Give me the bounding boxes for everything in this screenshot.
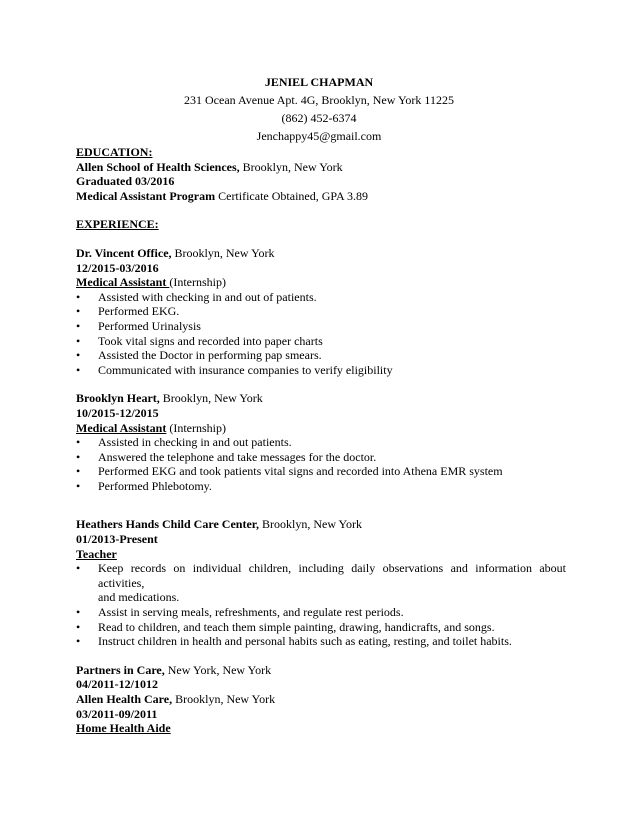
email: Jenchappy45@gmail.com xyxy=(256,129,382,143)
job5-role: Home Health Aide xyxy=(76,721,171,736)
spacer xyxy=(76,377,566,391)
job3-employer: Heathers Hands Child Care Center, xyxy=(76,517,259,532)
spacer xyxy=(76,649,566,663)
spacer xyxy=(76,203,566,217)
list-item: • Assisted in checking in and out patients. xyxy=(76,435,566,450)
education-school xyxy=(76,160,566,175)
resume-body xyxy=(76,145,566,736)
list-item: • Took vital signs and recorded into paper charts xyxy=(76,334,566,349)
job1-duties xyxy=(76,290,566,378)
job1-role: Medical Assistant xyxy=(76,275,170,290)
phone: (862) 452-6374 xyxy=(281,111,357,125)
job3-employer-line xyxy=(76,517,566,532)
list-item: • Assist in serving meals, refreshments, and regulate rest periods. xyxy=(76,605,566,620)
job1-dates: 12/2015-03/2016 xyxy=(76,260,159,275)
list-item: • Assisted with checking in and out of patients. xyxy=(76,290,566,305)
list-item: • Assisted the Doctor in performing pap smears. xyxy=(76,348,566,363)
list-item: • Answered the telephone and take messages for the doctor. xyxy=(76,450,566,465)
list-item xyxy=(76,561,566,605)
job3-location: Brooklyn, New York xyxy=(259,517,363,532)
job2-employer-line xyxy=(76,391,566,406)
list-item: • Performed EKG. xyxy=(76,304,566,319)
graduation-date: Graduated 03/2016 xyxy=(76,174,175,189)
education-title: EDUCATION: xyxy=(76,145,153,159)
candidate-name: JENIEL CHAPMAN xyxy=(264,75,374,89)
job4-location: New York, New York xyxy=(164,662,272,677)
job1-employer-line xyxy=(76,246,566,261)
list-item: • Performed Phlebotomy. xyxy=(76,479,566,494)
program-detail: Certificate Obtained, GPA 3.89 xyxy=(215,188,368,203)
job2-role: Medical Assistant xyxy=(76,420,167,435)
list-item: • Read to children, and teach them simple painting, drawing, handicrafts, and songs. xyxy=(76,620,566,635)
job3-bullet1-main: Keep records on individual children, including daily observations and information about activities, xyxy=(98,561,566,590)
job1-location: Brooklyn, New York xyxy=(171,245,275,260)
list-item: • Instruct children in health and personal habits such as eating, resting, and toilet habits. xyxy=(76,634,566,649)
experience-title: EXPERIENCE: xyxy=(76,217,159,232)
address: 231 Ocean Avenue Apt. 4G, Brooklyn, New York 11225 xyxy=(184,93,454,107)
list-item: • Performed Urinalysis xyxy=(76,319,566,334)
resume-header xyxy=(0,73,638,145)
job2-role-note: (Internship) xyxy=(166,420,226,435)
list-item: • Communicated with insurance companies to verify eligibility xyxy=(76,363,566,378)
job1-role-note: (Internship) xyxy=(169,275,226,290)
job5-employer: Allen Health Care, xyxy=(76,692,173,706)
program-name: Medical Assistant Program xyxy=(76,188,216,203)
job5-location: Brooklyn, New York xyxy=(172,692,276,706)
school-location: Brooklyn, New York xyxy=(239,159,343,174)
job3-bullet1-cont: and medications. xyxy=(98,590,180,605)
job4-dates: 04/2011-12/1012 xyxy=(76,677,159,692)
school-name: Allen School of Health Sciences, xyxy=(76,159,240,174)
job5-dates: 03/2011-09/2011 xyxy=(76,706,158,721)
education-program xyxy=(76,189,566,204)
job1-employer: Dr. Vincent Office, xyxy=(76,245,172,260)
job4-employer: Partners in Care, xyxy=(76,662,165,677)
job4-employer-line xyxy=(76,663,566,678)
job3-role: Teacher xyxy=(76,546,117,561)
job5-employer-line xyxy=(76,692,566,707)
spacer xyxy=(76,493,566,517)
job2-duties xyxy=(76,435,566,493)
job1-role-line xyxy=(76,275,566,290)
job2-location: Brooklyn, New York xyxy=(159,391,263,406)
spacer xyxy=(76,232,566,246)
list-item: • Performed EKG and took patients vital signs and recorded into Athena EMR system xyxy=(76,464,566,479)
job2-role-line xyxy=(76,421,566,436)
job3-dates: 01/2013-Present xyxy=(76,532,158,547)
job2-employer: Brooklyn Heart, xyxy=(76,391,160,406)
job2-dates: 10/2015-12/2015 xyxy=(76,405,159,420)
job3-duties xyxy=(76,561,566,649)
